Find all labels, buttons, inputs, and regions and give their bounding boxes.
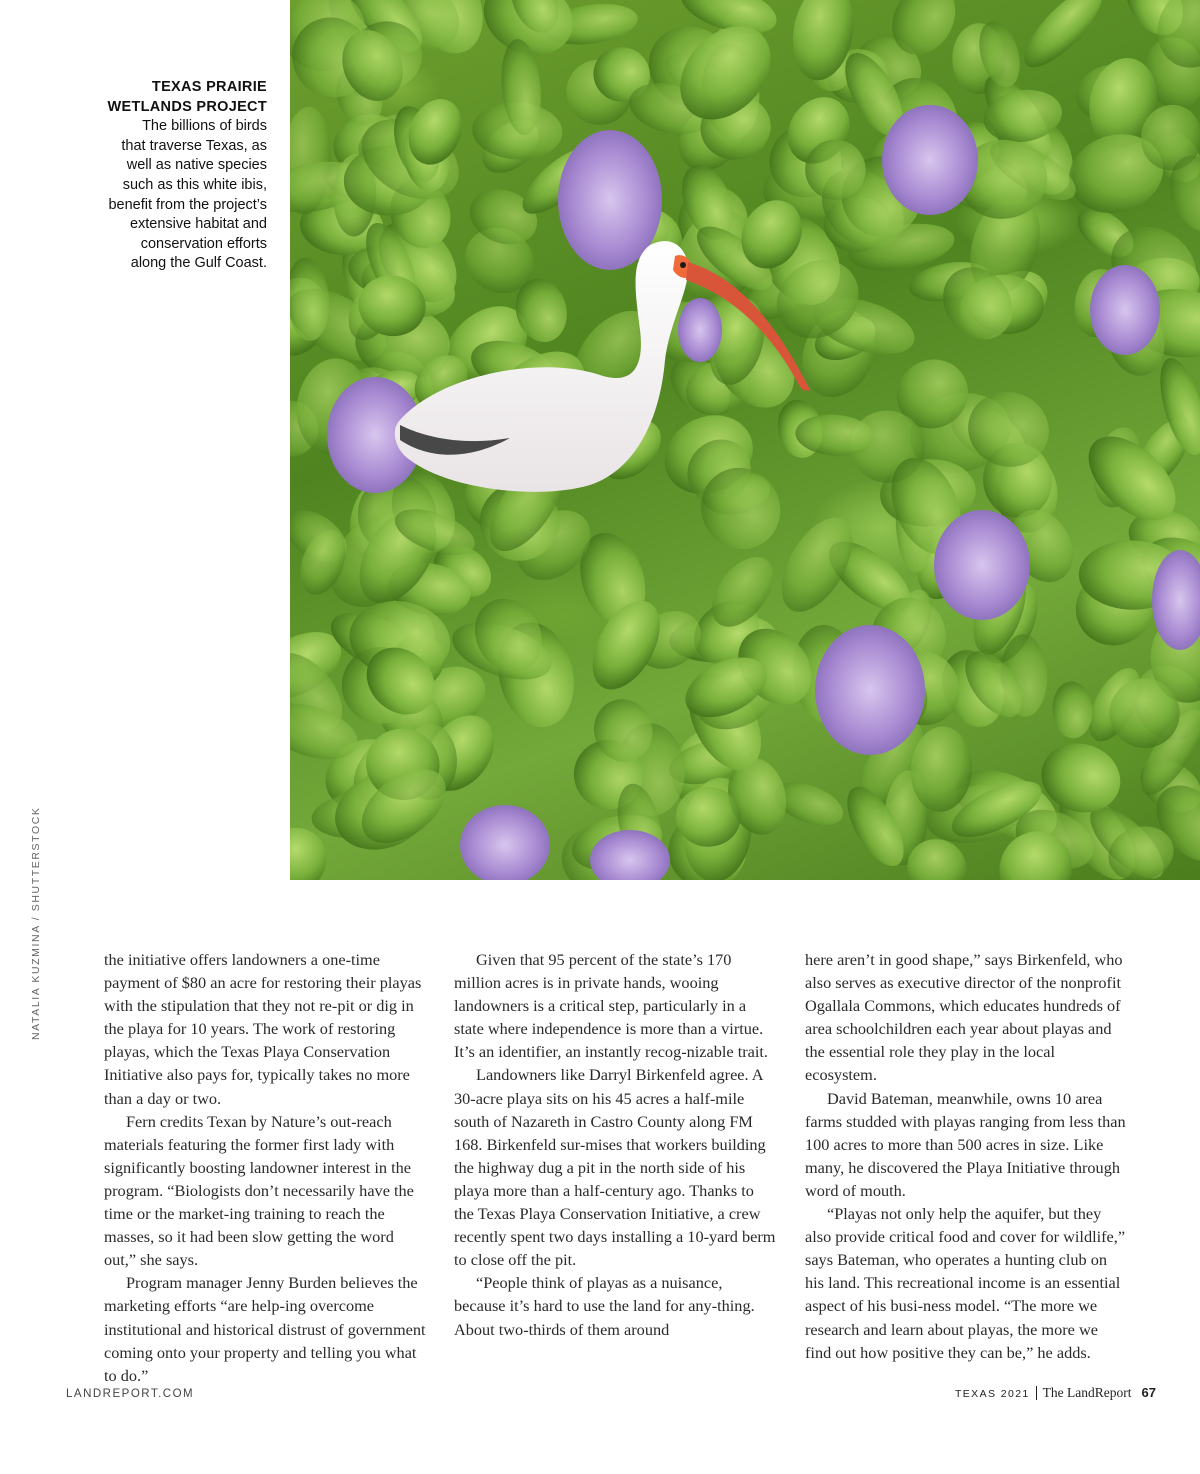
paragraph: the initiative offers landowners a one-time payment of $80 an acre for restoring their playas with the stipulation that they not re-pit or dig in the playa for 10 years. The work of restoring playas, which the Texas Playa Conservation Initiative also pays for, typically takes no more than a day or two. (104, 950, 422, 1108)
ibis-photo-illustration (290, 0, 1200, 880)
caption-line: extensive habitat and (129, 216, 267, 233)
footer-site-url[interactable]: LANDREPORT.COM (66, 1388, 195, 1400)
paragraph: Fern credits Texan by Nature’s out-reach materials featuring the former first lady with significantly boosting landowner interest in the program. “Biologists don’t necessarily have the time or the market-ing training to reach the masses, so it had been slow getting the word out,” she says. (104, 1111, 414, 1270)
paragraph: “Playas not only help the aquifer, but they also provide critical food and cover for wildlife,” says Bateman, who operates a hunting club on his land. This recreational income is an essential aspect of his busi-ness model. “The more we research and learn about playas, the more we find out how positive they can be,” he adds. (805, 1204, 1126, 1362)
footer-issue: TEXAS 2021 (954, 1388, 1030, 1400)
caption-line: benefit from the project’s (108, 196, 267, 213)
caption-line: such as this white ibis, (122, 176, 267, 193)
paragraph: Landowners like Darryl Birkenfeld agree. A 30-acre playa sits on his 45 acres a half-mile south of Nazareth in Castro County along FM 168. Birkenfeld sur-mises that workers building the highway dug a pit in the north side of his playa more than a half-century ago. Thanks to the Texas Playa Conservation Initiative, a crew recently spent two days installing a 10-yard berm to close off the pit. (454, 1065, 776, 1270)
photo-credit: NATALIA KUZMINA / SHUTTERSTOCK (30, 806, 42, 1040)
leaf (1013, 0, 1113, 78)
caption-line: that traverse Texas, as (121, 137, 267, 154)
paragraph: David Bateman, meanwhile, owns 10 area farms studded with playas ranging from less than 100 acres to more than 500 acres in size. Like many, he discovered the Playa Initiative through word of mouth. (805, 1088, 1126, 1200)
paragraph: Program manager Jenny Burden believes the marketing efforts “are help-ing overcome institutional and historical distrust of government coming onto your property and telling you what to do.” (104, 1273, 426, 1385)
leaf (1051, 680, 1094, 739)
caption-line: conservation efforts (140, 235, 267, 252)
paragraph: here aren’t in good shape,” says Birkenfeld, who also serves as executive director of the nonprofit Ogallala Commons, which educates hundreds of area schoolchildren each year about playas and the essential role they play in the local ecosystem. (805, 950, 1123, 1085)
photo-caption (60, 78, 267, 274)
footer-folio (955, 1385, 1156, 1401)
caption-line: along the Gulf Coast. (130, 255, 267, 272)
caption-line: The billions of birds (142, 118, 267, 135)
footer-magazine-name: The LandReport (1042, 1385, 1132, 1400)
article-column-2 (454, 948, 776, 1341)
article-column-1 (104, 948, 426, 1387)
caption-heading-line-2: WETLANDS PROJECT (107, 98, 267, 115)
paragraph: “People think of playas as a nuisance, because it’s hard to use the land for any-thing. About two-thirds of them around (454, 1273, 755, 1339)
footer-divider (1036, 1386, 1037, 1400)
ibis-photo (290, 0, 1200, 880)
paragraph: Given that 95 percent of the state’s 170 million acres is in private hands, wooing landowners is a critical step, particularly in a state where independence is more than a virtue. It’s an identifier, an instantly recog-nizable trait. (454, 950, 769, 1062)
caption-line: well as native species (126, 157, 267, 174)
caption-heading-line-1: TEXAS PRAIRIE (151, 79, 267, 95)
page-number: 67 (1141, 1385, 1156, 1400)
article-column-3 (805, 948, 1127, 1364)
